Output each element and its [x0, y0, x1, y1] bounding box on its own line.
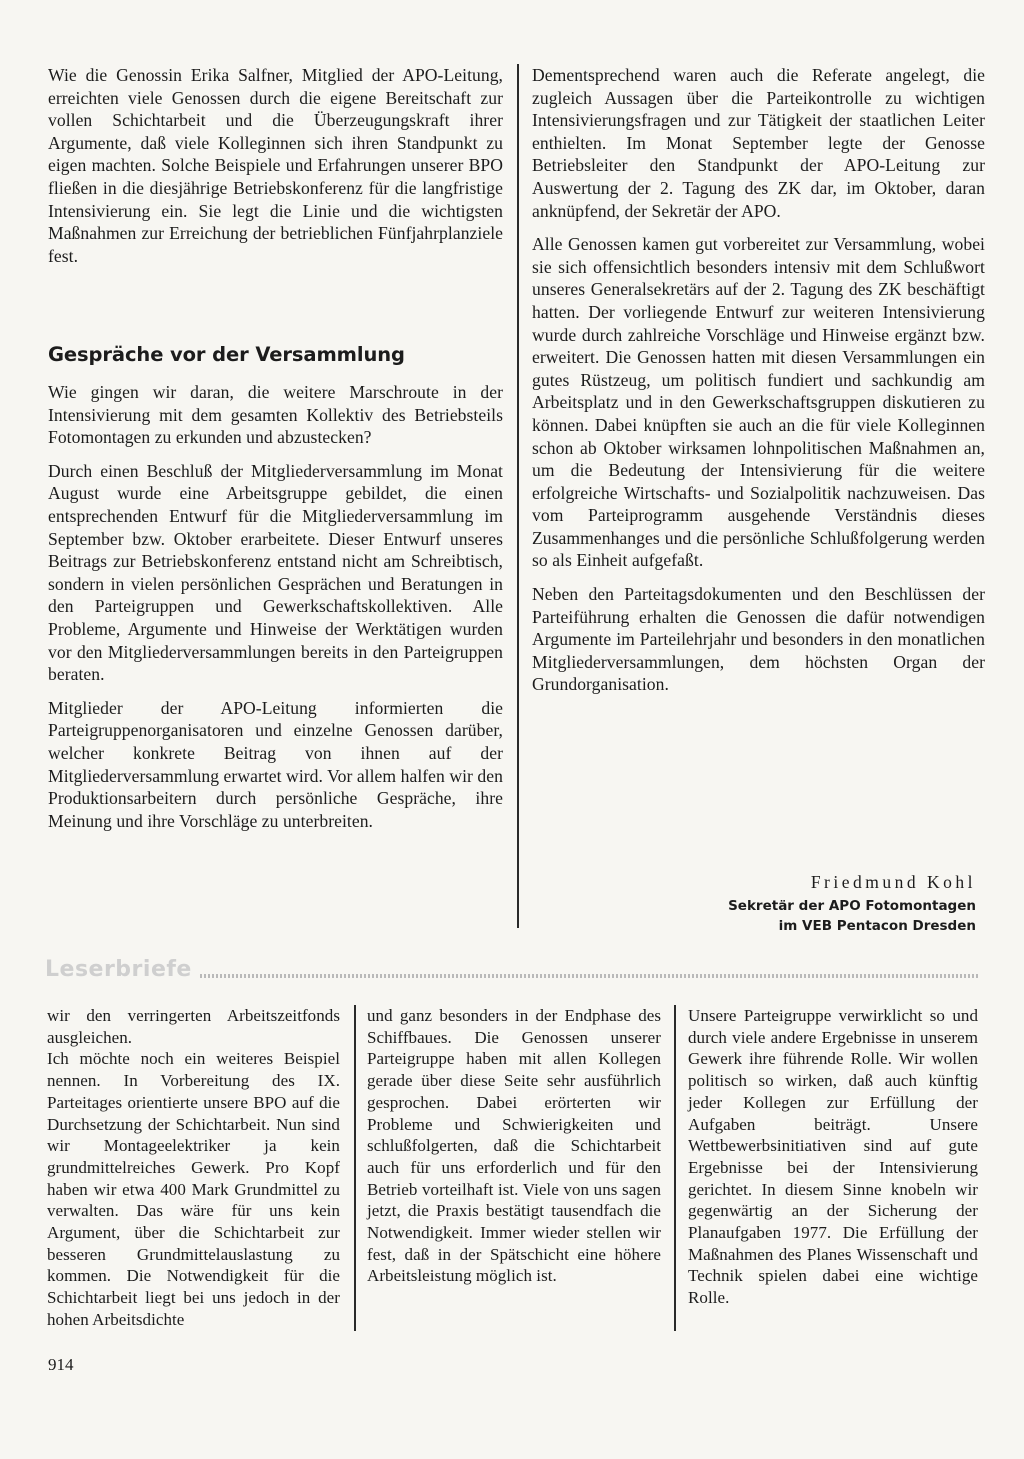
author-role-line-1: Sekretär der APO Fotomontagen: [728, 898, 976, 914]
article-left-column-top: [48, 64, 503, 267]
letters-column-3: [688, 1005, 978, 1309]
page-number: 914: [48, 1355, 74, 1374]
author-name: Friedmund Kohl: [810, 872, 976, 892]
article-right-column: [532, 64, 985, 696]
paragraph: Alle Genossen kamen gut vorbereitet zur Versammlung, wobei sie sich offensichtlich besonders intensiv mit dem Schlußwort unseres Generalsekretärs auf der 2. Tagung des ZK beschäftigt hatten. Der vorliegende Entwurf zur weiteren Intensivierung wurde durch zahlreiche Vorschläge und Hinweise ergänzt bzw. erweitert. Die Genossen hatten mit diesen Versammlungen ein gutes Rüstzeug, um politisch fundiert und sachkundig am Arbeitsplatz und in den Gewerkschaftsgruppen diskutieren zu können. Dabei knüpften sie auch an die für viele Kolleginnen schon ab Oktober wirksamen lohnpolitischen Maßnahmen an, um die Bedeutung der Intensivierung für die weitere erfolgreiche Wirtschafts- und Sozialpolitik nachzuweisen. Das vom Parteiprogramm ausgehende Verständnis dieses Zusammenhanges und die persönliche Schlußfolgerung werden so als Einheit aufgefaßt.: [532, 234, 985, 571]
paragraph: Neben den Parteitagsdokumenten und den Beschlüssen der Parteiführung erhalten die Genossen die dafür notwendigen Argumente im Parteilehrjahr und besonders in den monatlichen Mitgliederversammlungen, dem höchsten Organ der Grundorganisation.: [532, 584, 985, 695]
letters-column-2: [367, 1005, 661, 1287]
paragraph: Wie die Genossin Erika Salfner, Mitglied der APO-Leitung, erreichten viele Genossen durch die eigene Bereitschaft zur vollen Schichtarbeit und die Überzeugungskraft ihrer Argumente, daß viele Kolleginnen sich ihren Standpunkt zu eigen machten. Solche Beispiele und Erfahrungen unserer BPO fließen in die diesjährige Betriebskonferenz für die langfristige Intensivierung ein. Sie legt die Linie und die wichtigsten Maßnahmen zur Erreichung der betrieblichen Fünfjahrplanziele fest.: [48, 65, 503, 266]
column-divider: [674, 1005, 676, 1331]
letters-column-1: [47, 1005, 340, 1331]
author-role-line-2: im VEB Pentacon Dresden: [778, 918, 976, 934]
paragraph: Ich möchte noch ein weiteres Beispiel nennen. In Vorbereitung des IX. Parteitages orientierte unsere BPO auf die Durchsetzung der Schichtarbeit. Nun sind wir Montageelektriker ja kein grundmittelreiches Gewerk. Pro Kopf haben wir etwa 400 Mark Grundmittel zu verwalten. Das wäre für uns kein Argument, über die Schichtarbeit zur besseren Grundmittelauslastung zu kommen. Die Notwendigkeit für die Schichtarbeit liegt bei uns jedoch in der hohen Arbeitsdichte: [47, 1049, 340, 1329]
paragraph: und ganz besonders in der Endphase des Schiffbaues. Die Genossen unserer Parteigruppe haben mit allen Kollegen gerade über diese Seite sehr ausführlich gesprochen. Dabei erörterten wir Probleme und Schwierigkeiten und schlußfolgerten, daß die Schichtarbeit auch für uns erforderlich und für den Betrieb vorteilhaft ist. Viele von uns sagen jetzt, die Praxis bestätigt tausendfach die Notwendigkeit. Immer wieder stellen wir fest, daß in der Spätschicht eine höhere Arbeitsleistung möglich ist.: [367, 1006, 661, 1286]
paragraph: Dementsprechend waren auch die Referate angelegt, die zugleich Aussagen über die Parteikontrolle zu wichtigen Intensivierungsfragen und zur Tätigkeit der staatlichen Leiter enthielten. Im Monat September legte der Genosse Betriebsleiter den Standpunkt der APO-Leitung zur Auswertung der 2. Tagung des ZK dar, im Oktober, daran anknüpfend, der Sekretär der APO.: [532, 65, 985, 221]
paragraph: Durch einen Beschluß der Mitgliederversammlung im Monat August wurde eine Arbeitsgruppe gebildet, die einen entsprechenden Entwurf für die Mitgliederversammlung im September bzw. Oktober erarbeitete. Dieser Entwurf unseres Beitrags zur Betriebskonferenz entstand nicht am Schreibtisch, sondern in vielen persönlichen Gesprächen und Beratungen in den Parteigruppen und Gewerkschaftskollektiven. Alle Probleme, Argumente und Hinweise der Werktätigen wurden vor den Mitgliederversammlungen bereits in den Parteigruppen beraten.: [48, 460, 503, 685]
paragraph: Unsere Parteigruppe verwirklicht so und durch viele andere Ergebnisse in unserem Gewerk ihre führende Rolle. Wir wollen politisch so wirken, daß auch künftig jeder Kollegen zur Erfüllung der Aufgaben beiträgt. Unsere Wettbewerbsinitiativen sind auf gute Ergebnisse bei der Intensivierung gerichtet. In diesem Sinne knobeln wir gegenwärtig an der Sicherung der Planaufgaben 1977. Die Erfüllung der Maßnahmen des Planes Wissenschaft und Technik spielen dabei eine wichtige Rolle.: [688, 1006, 978, 1308]
column-divider: [354, 1005, 356, 1331]
section-heading: Gespräche vor der Versammlung: [48, 343, 405, 366]
article-left-column-bottom: [48, 381, 503, 832]
paragraph: Mitglieder der APO-Leitung informierten die Parteigruppenorganisatoren und einzelne Genossen darüber, welcher konkrete Beitrag von ihnen auf der Mitgliederversammlung erwartet wird. Vor allem halfen wir den Produktionsarbeitern durch persönliche Gespräche, ihre Meinung und ihre Vorschläge zu unterbreiten.: [48, 697, 503, 831]
section-dotted-rule: [200, 974, 980, 978]
paragraph: wir den verringerten Arbeitszeitfonds ausgleichen.: [47, 1006, 340, 1047]
column-divider: [517, 64, 519, 928]
section-label-leserbriefe: Leserbriefe: [45, 957, 192, 982]
paragraph: Wie gingen wir daran, die weitere Marschroute in der Intensivierung mit dem gesamten Kollektiv des Betriebsteils Fotomontagen zu erkunden und abzustecken?: [48, 382, 503, 448]
